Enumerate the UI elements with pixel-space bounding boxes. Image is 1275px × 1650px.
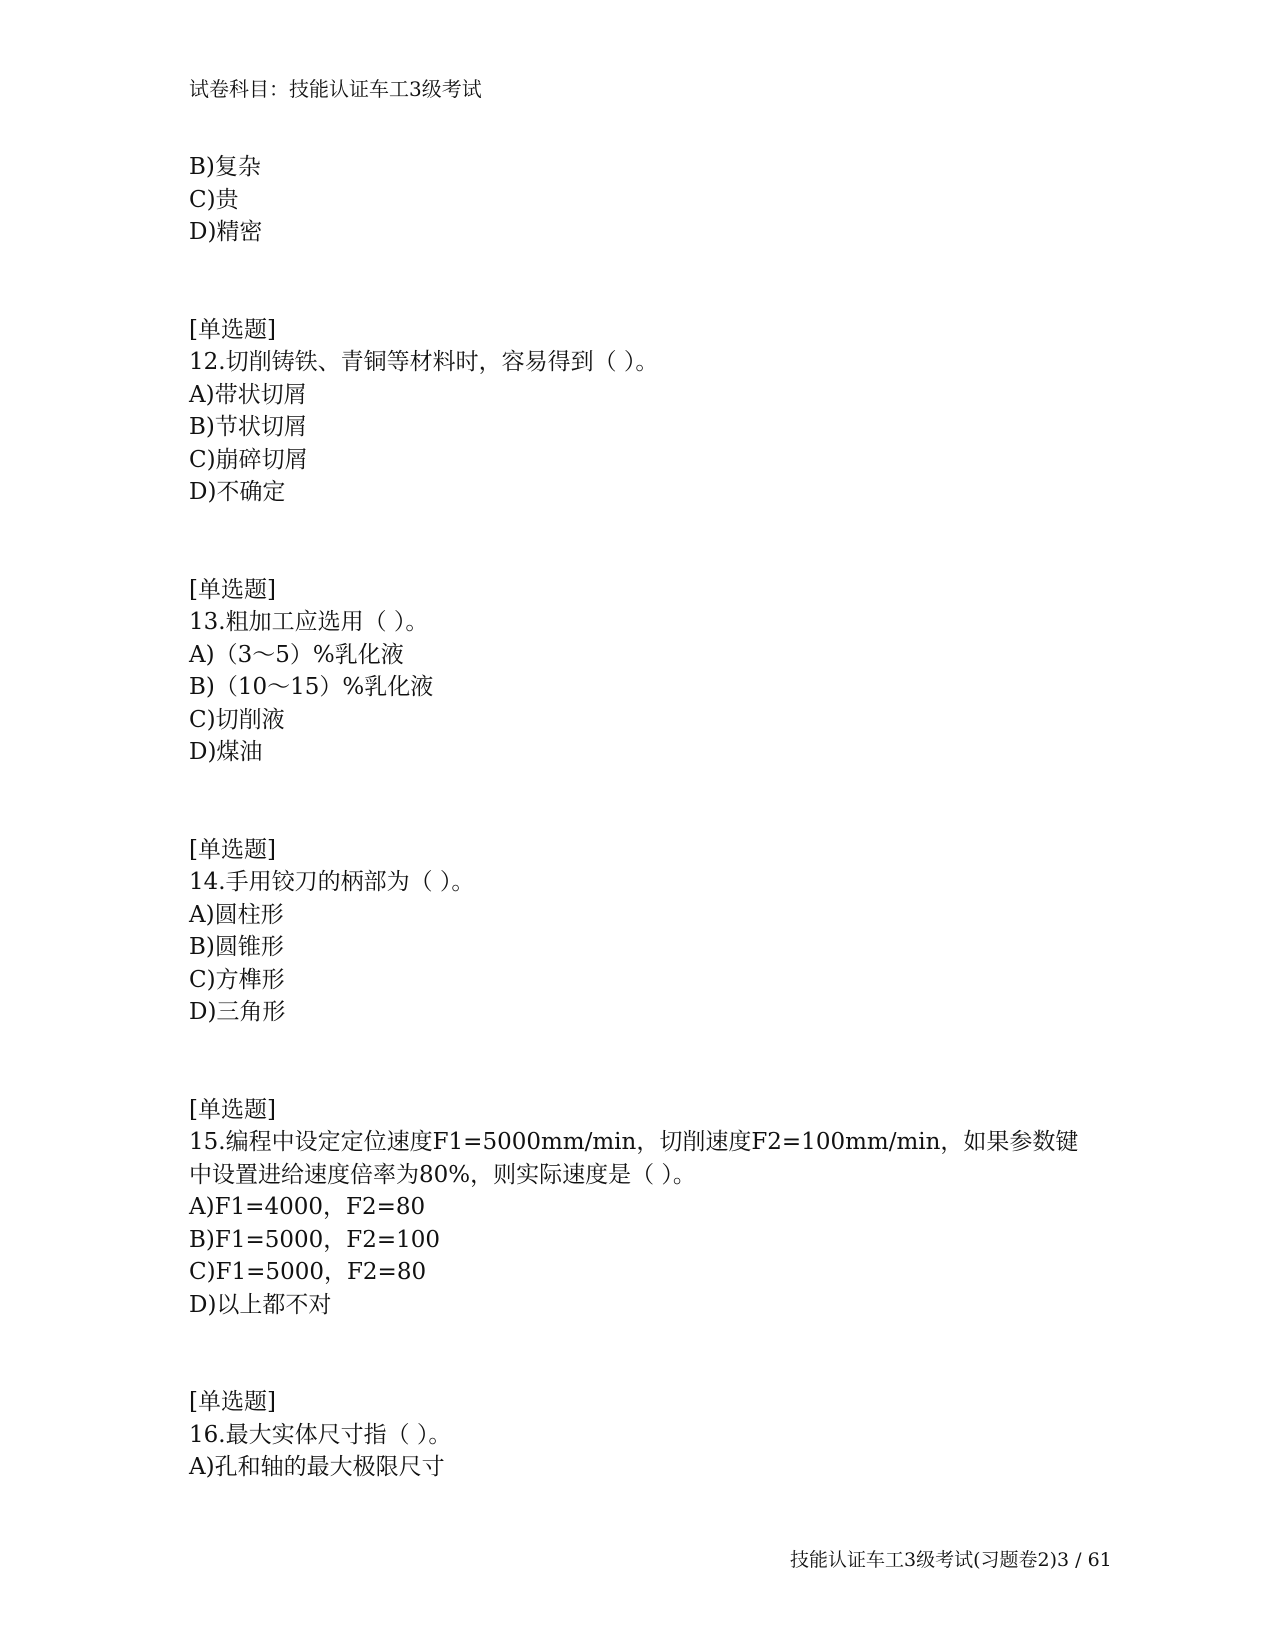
option-d: D)煤油: [189, 739, 263, 765]
option-a: A)孔和轴的最大极限尺寸: [189, 1454, 445, 1480]
option-d: D)以上都不对: [189, 1291, 332, 1318]
question-stem: 15.编程中设定定位速度F1=5000mm/min，切削速度F2=100mm/min，如果参数键中设置进给速度倍率为80%，则实际速度是（ ）。: [189, 1129, 1079, 1188]
continued-options: [189, 151, 1089, 249]
option-c: C)贵: [189, 186, 239, 213]
question-12: [189, 314, 1089, 509]
option-c: C)F1=5000，F2=80: [189, 1259, 427, 1285]
option-c: C)切削液: [189, 706, 285, 733]
question-type: [单选题]: [189, 576, 276, 603]
option-b: B)F1=5000，F2=100: [189, 1226, 441, 1253]
page-header: 试卷科目：技能认证车工3级考试: [189, 77, 482, 101]
option-c: C)方榫形: [189, 966, 285, 993]
option-a: A)（3～5）%乳化液: [189, 641, 404, 668]
option-a: A)带状切屑: [189, 381, 307, 408]
page-footer: 技能认证车工3级考试(习题卷2)3 / 61: [790, 1549, 1112, 1571]
option-d: D)精密: [189, 219, 263, 245]
option-a: A)圆柱形: [189, 901, 284, 928]
question-stem: 16.最大实体尺寸指（ ）。: [189, 1421, 452, 1448]
question-14: [189, 834, 1089, 1029]
question-type: [单选题]: [189, 316, 276, 343]
question-content: [189, 151, 1089, 1484]
option-a: A)F1=4000，F2=80: [189, 1194, 426, 1220]
question-type: [单选题]: [189, 1096, 276, 1123]
option-b: B)节状切屑: [189, 414, 307, 440]
option-d: D)三角形: [189, 999, 286, 1025]
option-b: B)（10～15）%乳化液: [189, 674, 434, 700]
question-type: [单选题]: [189, 1389, 276, 1415]
question-15: [189, 1094, 1089, 1322]
question-16: [189, 1386, 1089, 1484]
option-b: B)圆锥形: [189, 934, 284, 960]
option-b: B)复杂: [189, 154, 261, 180]
question-13: [189, 574, 1089, 769]
question-stem: 13.粗加工应选用（ ）。: [189, 609, 429, 635]
option-d: D)不确定: [189, 479, 286, 505]
question-stem: 12.切削铸铁、青铜等材料时，容易得到（ ）。: [189, 349, 659, 375]
question-type: [单选题]: [189, 836, 276, 863]
question-stem: 14.手用铰刀的柄部为（ ）。: [189, 869, 475, 895]
option-c: C)崩碎切屑: [189, 446, 308, 473]
